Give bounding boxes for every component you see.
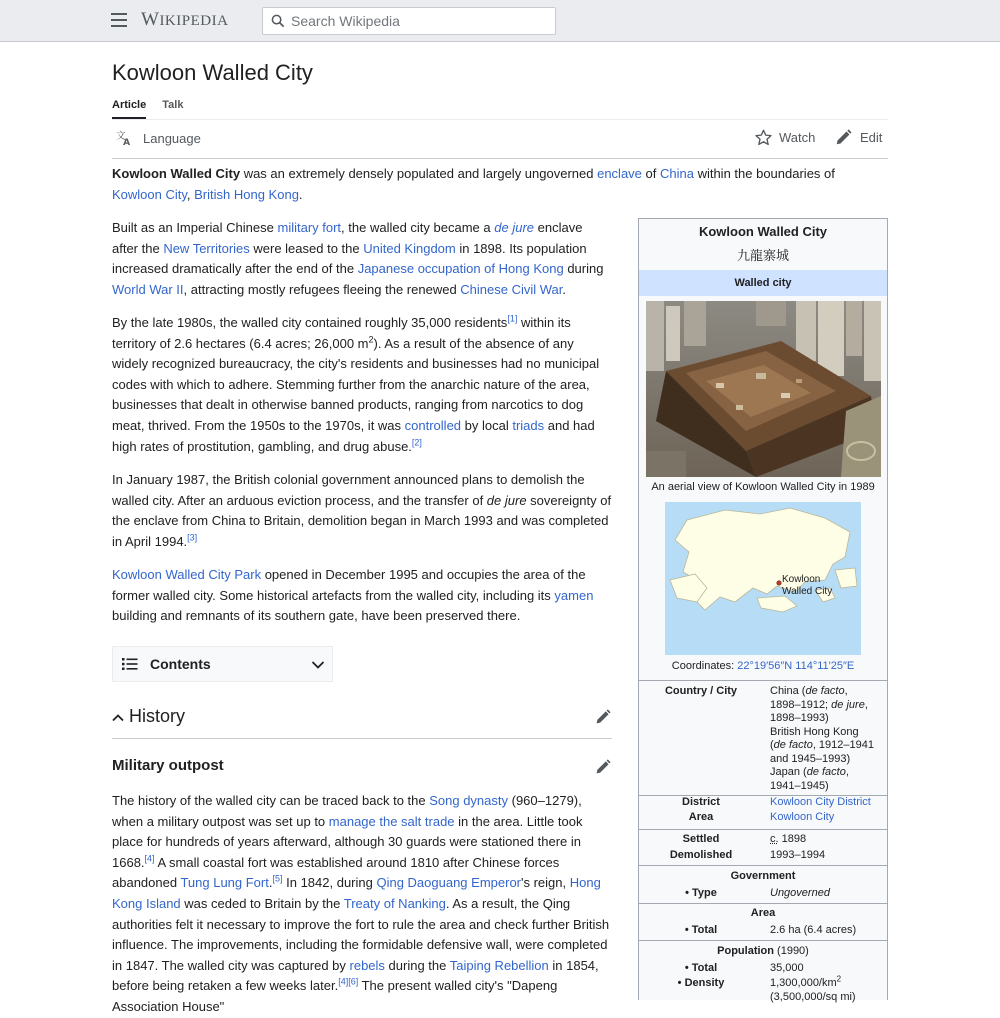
chevron-down-icon	[311, 660, 325, 670]
link-treaty-of-nanking[interactable]: Treaty of Nanking	[343, 895, 446, 911]
link-kowloon-walled-city-park[interactable]: Kowloon Walled City Park	[112, 567, 262, 582]
language-label: Language	[143, 130, 201, 146]
military-outpost-heading: Military outpost	[112, 757, 224, 774]
link-enclave[interactable]: enclave	[597, 166, 642, 181]
link-world-war-ii[interactable]: World War II	[112, 281, 184, 297]
infobox-divider	[639, 903, 887, 904]
area-total-value: 2.6 ha (6.4 acres)	[770, 924, 857, 936]
area-link[interactable]: Kowloon City	[770, 811, 835, 823]
intro-paragraph-2: Built as an Imperial Chinese military fort, the walled city became a de jure enclave after the New Territories were leased to the United Kingdom in 1898. Its population increased dramatically after the end of the Japanese occupation of Hong Kong during World War II, attracting mostly refugees fleeing the renewed Chinese Civil War.	[112, 220, 604, 297]
government-header: Government	[730, 870, 796, 882]
divider	[112, 158, 888, 159]
edit-label: Edit	[860, 130, 883, 145]
settled-value: c. 1898	[770, 833, 807, 845]
population-header: Population (1990)	[717, 945, 809, 957]
contents-toggle[interactable]	[112, 646, 333, 682]
ref-1[interactable]: [1]	[507, 313, 518, 324]
svg-text:文: 文	[115, 130, 126, 142]
location-map-image[interactable]	[665, 502, 861, 655]
area-header: Area	[750, 907, 776, 919]
link-hong-kong-island[interactable]: Hong Kong Island	[112, 875, 601, 911]
link-taiping-rebellion[interactable]: Taiping Rebellion	[449, 957, 549, 973]
link-yamen[interactable]: yamen	[554, 587, 594, 603]
edit-subsection-pencil-icon[interactable]	[595, 759, 611, 775]
infobox-divider	[639, 680, 887, 681]
link-controlled[interactable]: controlled	[404, 417, 462, 433]
link-chinese-civil-war[interactable]: Chinese Civil War	[460, 281, 563, 297]
link-united-kingdom[interactable]: United Kingdom	[363, 240, 456, 256]
page-tabs	[112, 99, 183, 119]
population-total-label: • Total	[684, 962, 718, 974]
demolished-label: Demolished	[669, 849, 733, 861]
density-value: $1,300,000/km^2$ (3,500,000/sq mi)	[770, 974, 856, 1003]
infobox-divider	[639, 940, 887, 941]
intro-paragraph-3: By the late 1980s, the walled city contained roughly 35,000 residents[1] within its territory of 2.6 hectares (6.4 acres; 26,000 $m^2$). As a result of the absence of any widely recognized bureaucracy, the city's residents and businesses had no municipal codes with which to adhere. Stemming further from the anarchic nature of the area, businesses that dealt in otherwise banned products, ranging from narcotics to dog meat, thrived. From the 1950s to the 1970s, it was controlled by local triads and had high rates of prostitution, gambling, and drug abuse.[2]	[112, 313, 600, 454]
demolished-value: 1993–1994	[770, 849, 826, 861]
link-daoguang-emperor[interactable]: Qing Daoguang Emperor	[376, 875, 521, 891]
watch-button[interactable]	[755, 129, 815, 146]
wikipedia-wordmark[interactable]: WIKIPEDIA	[141, 9, 229, 30]
ref-5[interactable]: [5]	[272, 874, 283, 885]
country-value: China (de facto, 1898–1912; de jure, 1898–1993) British Hong Kong (de facto, 1912–1941 and 1945–1993) Japan (de facto, 1941–1945)	[770, 685, 874, 792]
government-type-label: • Type	[685, 887, 717, 899]
ref-4-6[interactable]: [4][6]	[338, 977, 359, 988]
history-heading: History	[129, 706, 186, 726]
search-box[interactable]	[262, 7, 556, 35]
infobox-chinese-name: 九龍寨城	[736, 248, 789, 263]
chevron-up-icon[interactable]	[112, 713, 124, 723]
link-china[interactable]: China	[659, 166, 694, 181]
main-menu-icon[interactable]	[111, 13, 127, 27]
history-paragraph-1: The history of the walled city can be traced back to the Song dynasty (960–1279), when a military outpost was set up to manage the salt trade in the area. Little took place for hundreds of years afterward, although 30 guards were stationed there in 1668.[4] A small coastal fort was established around 1810 after Chinese forces abandoned Tung Lung Fort.[5] In 1842, during Qing Daoguang Emperor's reign, Hong Kong Island was ceded to Britain by the Treaty of Nanking. As a result, the Qing authorities felt it necessary to improve the fort to rule the area and check further British influence. The improvements, including the formidable defensive wall, were completed in 1847. The walled city was captured by rebels during the Taiping Rebellion in 1854, before being retaken a few weeks later.[4][6] The present walled city's "Dapeng Association House"	[112, 793, 610, 1014]
language-icon	[115, 129, 133, 147]
tab-article[interactable]: Article	[112, 99, 146, 119]
infobox-divider	[639, 865, 887, 866]
tab-talk[interactable]: Talk	[162, 99, 184, 111]
watch-label: Watch	[779, 130, 816, 145]
link-new-territories[interactable]: New Territories	[163, 240, 250, 256]
country-label: Country / City	[664, 685, 738, 697]
population-total-value: 35,000	[770, 962, 804, 974]
link-triads[interactable]: triads	[512, 417, 545, 433]
infobox-title: Kowloon Walled City	[698, 224, 828, 239]
pencil-icon	[835, 129, 852, 146]
star-icon	[755, 129, 772, 146]
settled-label: Settled	[682, 833, 720, 845]
government-type-value: Ungoverned	[770, 887, 830, 899]
link-song-dynasty[interactable]: Song dynasty	[429, 793, 509, 808]
coordinates: Coordinates: 22°19′56″N 114°11′25″E	[671, 660, 855, 672]
link-rebels[interactable]: rebels	[349, 957, 385, 973]
site-header	[0, 0, 1000, 42]
link-japanese-occupation[interactable]: Japanese occupation of Hong Kong	[357, 261, 564, 277]
area-label: Area	[688, 811, 714, 823]
link-military-fort[interactable]: military fort	[277, 220, 342, 235]
district-label: District	[682, 796, 720, 808]
map-label-kowloon: Kowloon	[782, 574, 821, 585]
intro-paragraph-5: Kowloon Walled City Park opened in December 1995 and occupies the area of the former walled city. Some historical artefacts from the walled city, including its yamen building and remnants of its southern gate, have been preserved there.	[112, 567, 594, 624]
link-british-hong-kong[interactable]: British Hong Kong	[194, 186, 299, 202]
history-section-heading	[112, 705, 612, 739]
search-input[interactable]	[291, 13, 541, 29]
density-label: • Density	[677, 977, 725, 989]
contents-label: Contents	[150, 656, 211, 672]
edit-section-pencil-icon[interactable]	[595, 709, 611, 725]
link-tung-lung-fort[interactable]: Tung Lung Fort	[180, 875, 269, 891]
intro-paragraph-1: Kowloon Walled City was an extremely densely populated and largely ungoverned enclave of China within the boundaries of Kowloon City, British Hong Kong.	[112, 166, 835, 202]
infobox-type-band: Walled city	[639, 270, 887, 296]
page-title: Kowloon Walled City	[112, 60, 313, 85]
list-icon	[122, 657, 138, 671]
intro-paragraph-4: In January 1987, the British colonial government announced plans to demolish the walled city. After an arduous eviction process, and the transfer of de jure sovereignty of the enclave from China to Britain, demolition began in March 1993 and was completed in April 1994.[3]	[112, 472, 612, 549]
district-link[interactable]: Kowloon City District	[770, 796, 871, 808]
photo-caption: An aerial view of Kowloon Walled City in 1989	[651, 481, 875, 493]
ref-4[interactable]: [4]	[144, 853, 155, 864]
coordinates-link[interactable]: 22°19′56″N 114°11′25″E	[737, 660, 855, 672]
edit-button[interactable]	[835, 129, 882, 146]
ref-2[interactable]: [2]	[411, 437, 422, 448]
divider	[112, 119, 888, 120]
ref-3[interactable]: [3]	[187, 532, 198, 543]
link-kowloon-city[interactable]: Kowloon City	[112, 186, 187, 202]
infobox-divider	[639, 829, 887, 830]
language-button[interactable]	[115, 129, 201, 147]
link-de-jure[interactable]: de jure	[494, 220, 534, 235]
page-actions	[112, 128, 888, 150]
svg-text:A: A	[123, 138, 131, 149]
aerial-photo-image[interactable]	[646, 301, 881, 477]
map-label-walled-city: Walled City	[782, 586, 833, 597]
link-manage-salt-trade[interactable]: manage the salt trade	[328, 813, 455, 829]
infobox	[638, 218, 888, 1003]
search-icon	[271, 14, 285, 28]
area-total-label: • Total	[684, 924, 718, 936]
